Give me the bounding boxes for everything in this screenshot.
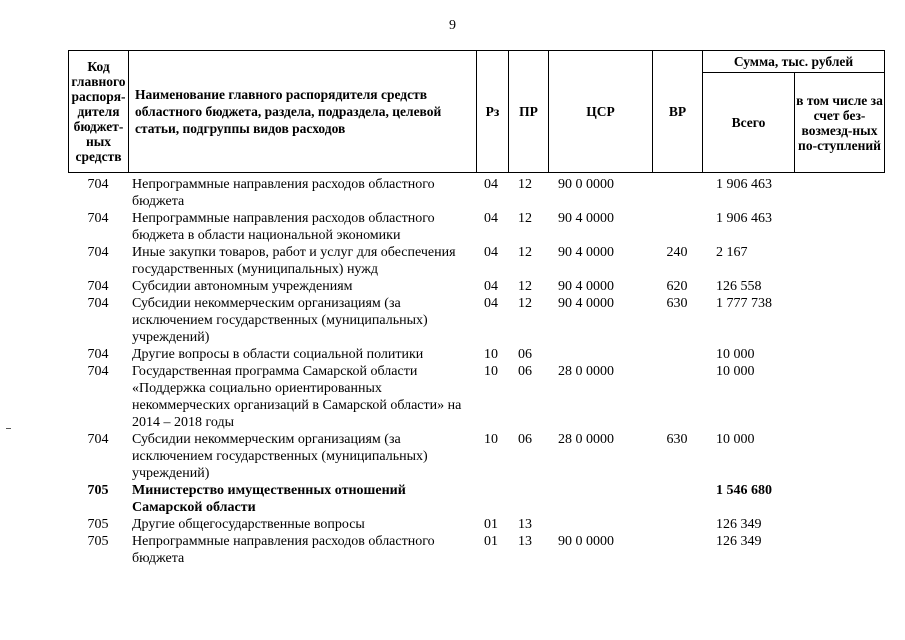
cell-name: Субсидии автономным учреждениям xyxy=(132,279,353,294)
cell-rz: 04 xyxy=(484,296,498,311)
cell-rz: 04 xyxy=(484,279,498,294)
table-row xyxy=(68,176,884,210)
table-row xyxy=(68,244,884,278)
cell-pr: 13 xyxy=(518,517,532,532)
cell-csr xyxy=(548,346,652,363)
cell-vr: 630 xyxy=(666,296,688,311)
cell-grants xyxy=(794,278,884,295)
header-csr: ЦСР xyxy=(549,51,653,173)
table-row xyxy=(68,295,884,346)
cell-csr: 28 0 0000 xyxy=(558,364,614,379)
cell-rz: 10 xyxy=(484,347,498,362)
cell-name: Государственная программа Самарской области «Поддержка социально ориентированных некоммерческих организаций в Самарской области» на 2014 – 2018 годы xyxy=(132,364,462,430)
page-number: 9 xyxy=(449,18,456,33)
cell-code: 704 xyxy=(87,211,109,226)
cell-vr xyxy=(652,363,702,431)
cell-pr: 06 xyxy=(518,364,532,379)
data-table xyxy=(68,176,884,567)
cell-code: 705 xyxy=(87,517,109,532)
header-pr: ПР xyxy=(509,51,549,173)
margin-mark xyxy=(6,428,11,429)
cell-total: 126 558 xyxy=(716,279,762,294)
cell-rz: 01 xyxy=(484,517,498,532)
cell-code: 704 xyxy=(87,296,109,311)
cell-vr: 620 xyxy=(666,279,688,294)
cell-pr: 12 xyxy=(518,177,532,192)
cell-name: Другие вопросы в области социальной политики xyxy=(132,347,424,362)
cell-code: 705 xyxy=(87,483,109,498)
cell-total: 1 777 738 xyxy=(716,296,772,311)
cell-total: 2 167 xyxy=(716,245,748,260)
cell-rz: 04 xyxy=(484,177,498,192)
cell-code: 704 xyxy=(87,364,109,379)
cell-grants xyxy=(794,533,884,567)
cell-grants xyxy=(794,482,884,516)
cell-code: 704 xyxy=(87,245,109,260)
cell-csr: 90 4 0000 xyxy=(558,245,614,260)
cell-code: 704 xyxy=(87,347,109,362)
table-row xyxy=(68,210,884,244)
table-header xyxy=(68,50,885,173)
header-name: Наименование главного распорядителя средств областного бюджета, раздела, подраздела, целевой статьи, подгруппы видов расходов xyxy=(129,51,477,173)
cell-total: 1 546 680 xyxy=(716,483,772,498)
cell-grants xyxy=(794,210,884,244)
cell-name: Иные закупки товаров, работ и услуг для обеспечения государственных (муниципальных) нужд xyxy=(132,245,456,277)
cell-name: Непрограммные направления расходов областного бюджета xyxy=(132,534,435,566)
cell-rz: 04 xyxy=(484,211,498,226)
cell-total: 10 000 xyxy=(716,364,755,379)
table-row xyxy=(68,516,884,533)
cell-csr xyxy=(548,516,652,533)
cell-pr: 06 xyxy=(518,347,532,362)
cell-grants xyxy=(794,363,884,431)
header-vr: ВР xyxy=(653,51,703,173)
cell-pr xyxy=(508,482,548,516)
cell-grants xyxy=(794,244,884,278)
cell-vr: 240 xyxy=(666,245,688,260)
header-total: Всего xyxy=(703,73,795,173)
cell-rz: 01 xyxy=(484,534,498,549)
cell-csr: 90 4 0000 xyxy=(558,211,614,226)
cell-pr: 12 xyxy=(518,245,532,260)
cell-csr: 90 0 0000 xyxy=(558,177,614,192)
cell-total: 126 349 xyxy=(716,517,762,532)
cell-pr: 12 xyxy=(518,296,532,311)
cell-grants xyxy=(794,346,884,363)
cell-csr xyxy=(548,482,652,516)
cell-rz: 04 xyxy=(484,245,498,260)
cell-vr xyxy=(652,346,702,363)
cell-csr: 90 0 0000 xyxy=(558,534,614,549)
cell-grants xyxy=(794,516,884,533)
cell-total: 10 000 xyxy=(716,347,755,362)
header-sum: Сумма, тыс. рублей xyxy=(703,51,885,73)
cell-vr xyxy=(652,176,702,210)
cell-vr: 630 xyxy=(666,432,688,447)
cell-rz xyxy=(476,482,508,516)
cell-total: 1 906 463 xyxy=(716,177,772,192)
cell-pr: 06 xyxy=(518,432,532,447)
table-row xyxy=(68,431,884,482)
cell-code: 704 xyxy=(87,177,109,192)
cell-pr: 13 xyxy=(518,534,532,549)
cell-code: 705 xyxy=(87,534,109,549)
cell-total: 1 906 463 xyxy=(716,211,772,226)
cell-rz: 10 xyxy=(484,364,498,379)
table-row xyxy=(68,346,884,363)
cell-grants xyxy=(794,295,884,346)
cell-name: Субсидии некоммерческим организациям (за исключением государственных (муниципальных) учреждений) xyxy=(132,432,428,481)
cell-csr: 28 0 0000 xyxy=(558,432,614,447)
table-row xyxy=(68,482,884,516)
cell-pr: 12 xyxy=(518,279,532,294)
table-row xyxy=(68,533,884,567)
header-rz: Рз xyxy=(477,51,509,173)
cell-total: 126 349 xyxy=(716,534,762,549)
header-code: Код главного распоря-дителя бюджет-ных средств xyxy=(69,51,129,173)
cell-grants xyxy=(794,176,884,210)
cell-name: Другие общегосударственные вопросы xyxy=(132,517,365,532)
cell-vr xyxy=(652,210,702,244)
cell-total: 10 000 xyxy=(716,432,755,447)
header-grants: в том числе за счет без-возмезд-ных по-ступлений xyxy=(795,73,885,173)
table-row xyxy=(68,363,884,431)
table-row xyxy=(68,278,884,295)
cell-vr xyxy=(652,533,702,567)
cell-grants xyxy=(794,431,884,482)
cell-csr: 90 4 0000 xyxy=(558,279,614,294)
cell-name: Субсидии некоммерческим организациям (за исключением государственных (муниципальных) учреждений) xyxy=(132,296,428,345)
cell-vr xyxy=(652,516,702,533)
cell-name: Министерство имущественных отношений Самарской области xyxy=(132,483,406,515)
cell-rz: 10 xyxy=(484,432,498,447)
cell-pr: 12 xyxy=(518,211,532,226)
cell-code: 704 xyxy=(87,432,109,447)
cell-name: Непрограммные направления расходов областного бюджета xyxy=(132,177,435,209)
cell-name: Непрограммные направления расходов областного бюджета в области национальной экономики xyxy=(132,211,435,243)
cell-vr xyxy=(652,482,702,516)
cell-code: 704 xyxy=(87,279,109,294)
cell-csr: 90 4 0000 xyxy=(558,296,614,311)
